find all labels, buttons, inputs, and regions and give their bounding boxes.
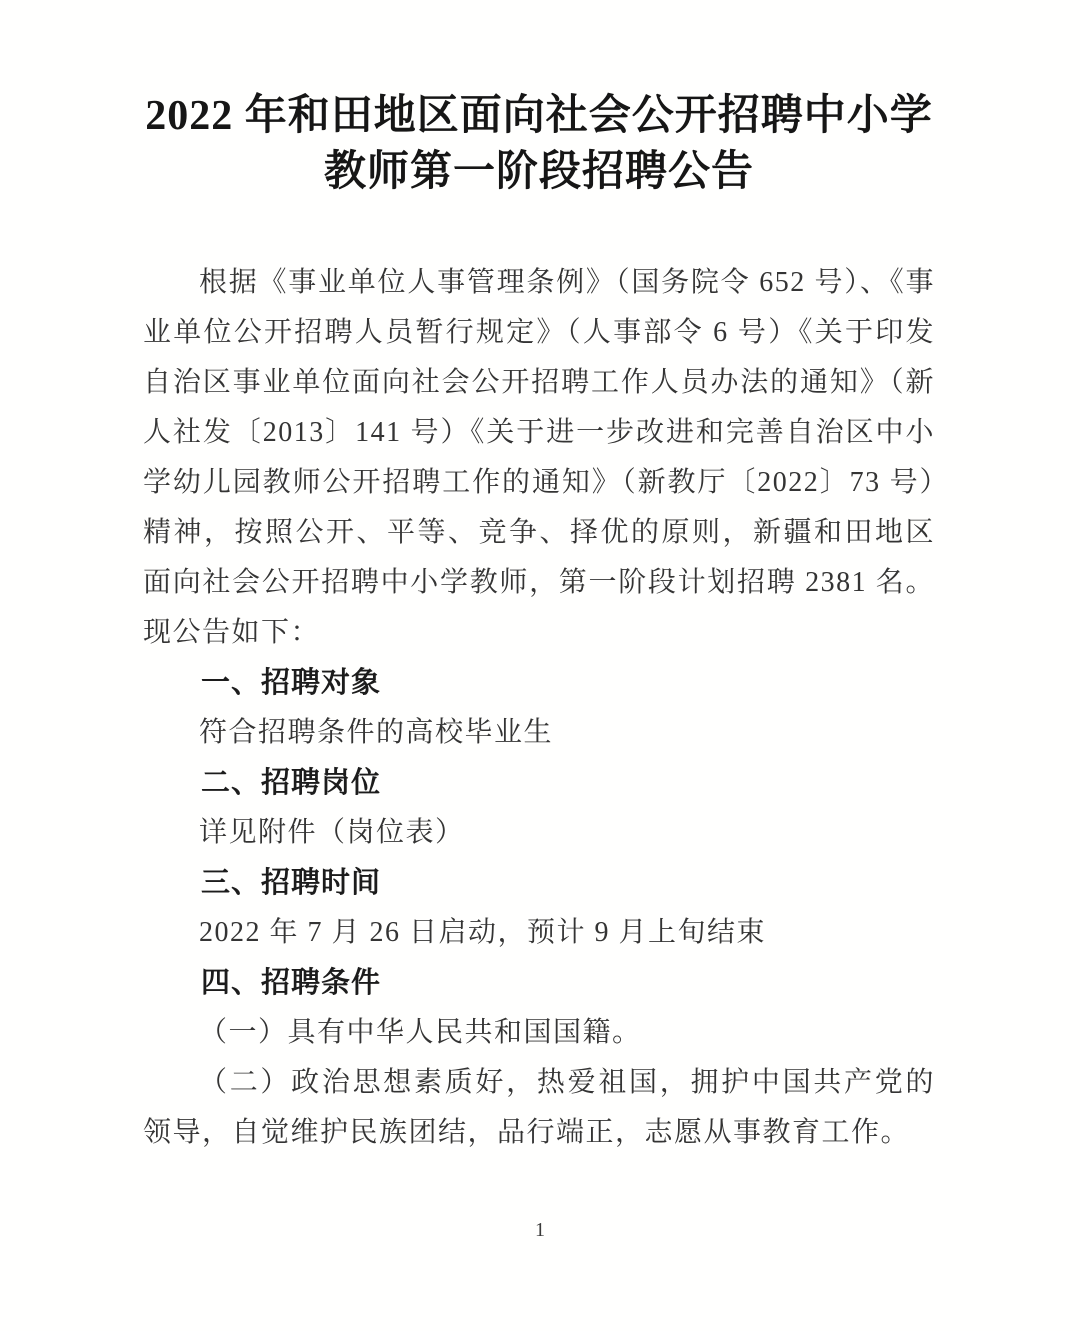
section-heading: 三、招聘时间	[201, 867, 382, 899]
document-section	[143, 658, 935, 758]
section-paragraph: 符合招聘条件的高校毕业生	[199, 717, 554, 748]
document-section	[143, 858, 935, 958]
section-paragraph: 详见附件（岗位表）	[199, 817, 465, 848]
section-paragraph: 2022 年 7 月 26 日启动，预计 9 月上旬结束	[199, 917, 767, 948]
document-section	[143, 958, 935, 1158]
intro-paragraph: 根据《事业单位人事管理条例》（国务院令 652 号）、《事业单位公开招聘人员暂行规定》（人事部令 6 号）《关于印发自治区事业单位面向社会公开招聘工作人员办法的通知》（新人社发〔2013〕141 号）《关于进一步改进和完善自治区中小学幼儿园教师公开招聘工作的通知》（新教厅〔2022〕73 号）精神，按照公开、平等、竞争、择优的原则，新疆和田地区面向社会公开招聘中小学教师，第一阶段计划招聘 2381 名。现公告如下：	[143, 267, 935, 648]
sections-container	[143, 658, 935, 1158]
document-section	[143, 758, 935, 858]
page-title	[143, 88, 935, 200]
page-number: 1	[535, 1219, 545, 1241]
section-heading: 一、招聘对象	[201, 667, 382, 699]
section-heading: 二、招聘岗位	[201, 767, 382, 799]
section-paragraph: （二）政治思想素质好，热爱祖国，拥护中国共产党的领导，自觉维护民族团结，品行端正，志愿从事教育工作。	[143, 1067, 935, 1148]
document-body	[143, 258, 935, 1158]
title-line-2: 教师第一阶段招聘公告	[323, 149, 754, 195]
section-paragraph: （一）具有中华人民共和国国籍。	[199, 1017, 642, 1048]
title-line-1: 2022 年和田地区面向社会公开招聘中小学	[145, 93, 933, 139]
section-heading: 四、招聘条件	[201, 967, 382, 999]
